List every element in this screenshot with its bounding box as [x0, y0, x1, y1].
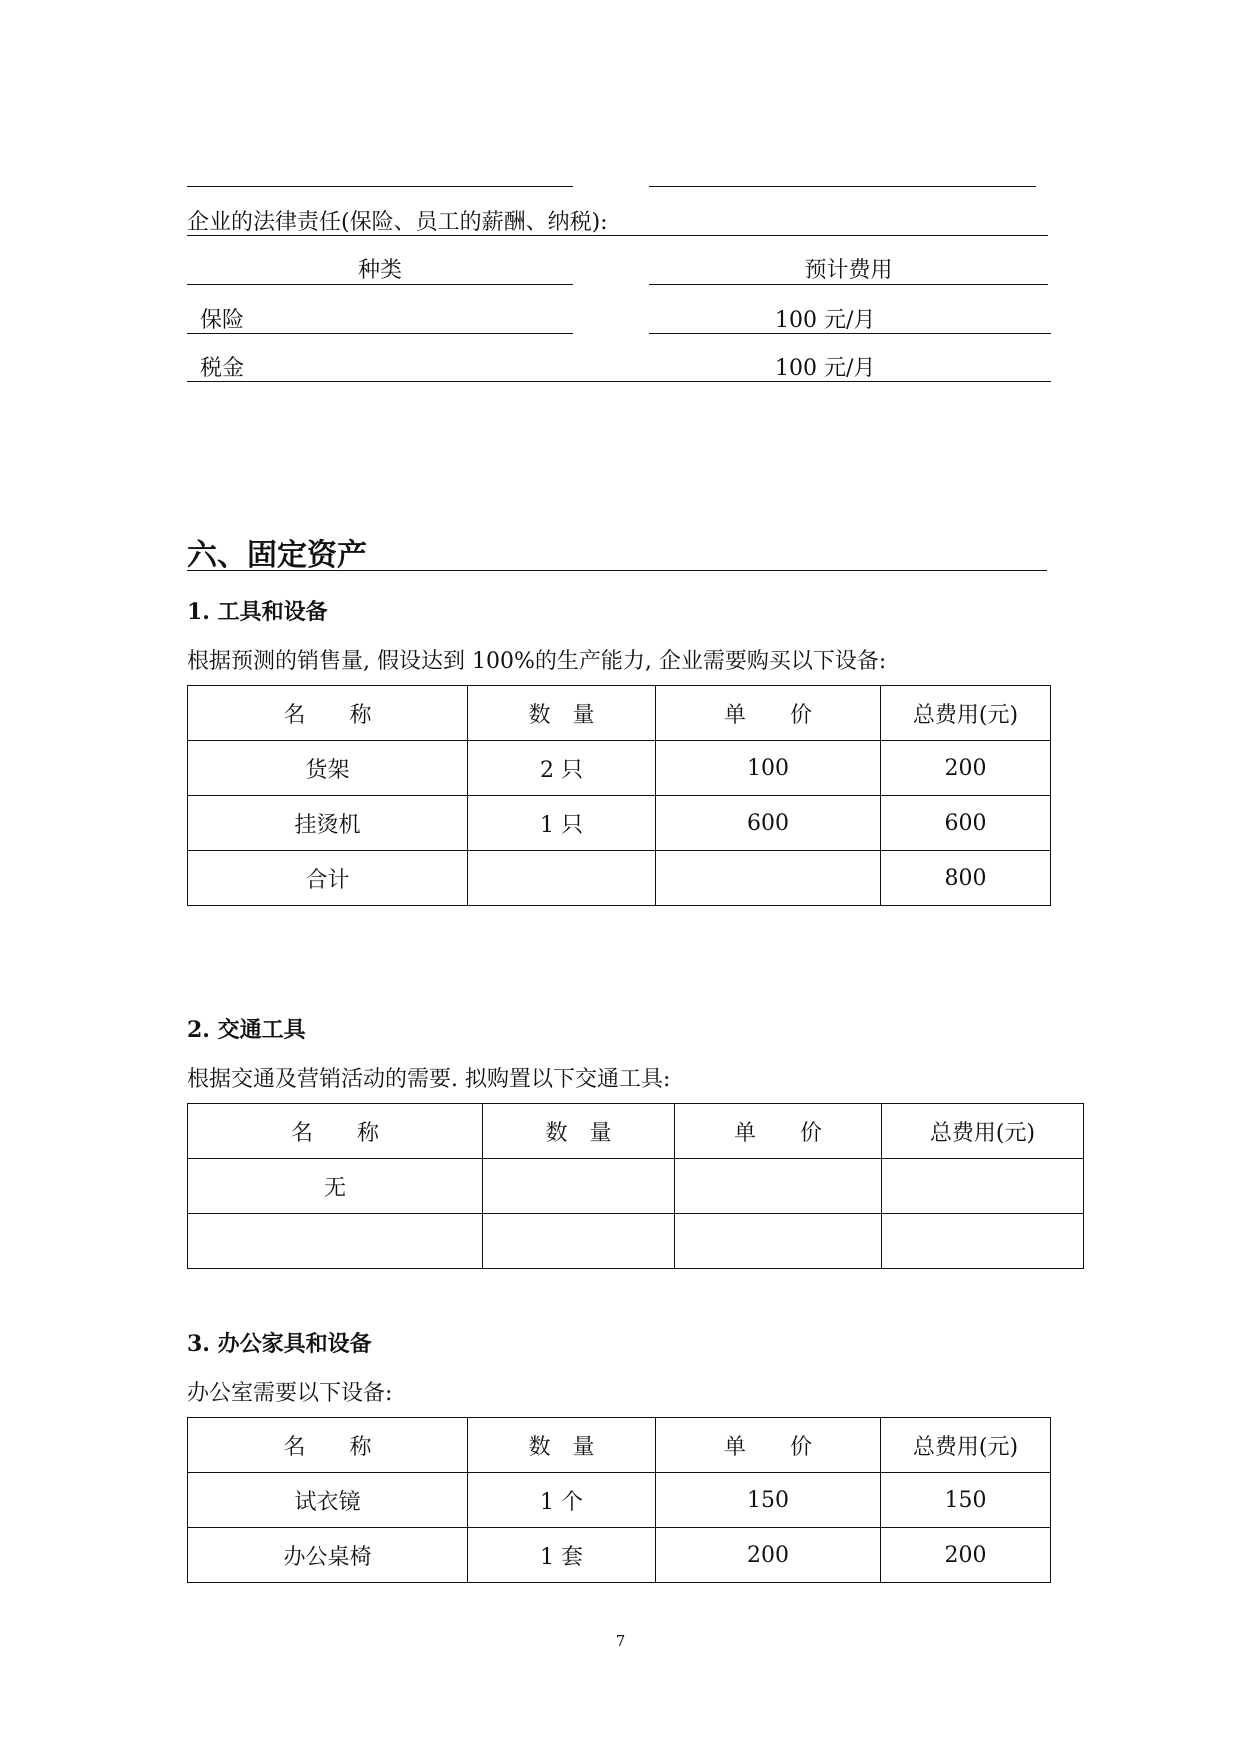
header-cell: 总费用(元) — [882, 1104, 1084, 1159]
legal-col-type: 种类 — [357, 258, 402, 283]
header-cell: 数 量 — [468, 686, 656, 741]
table-cell: 1 套 — [468, 1528, 656, 1583]
legal-row-cost: 100 元/月 — [775, 356, 876, 381]
table-cell — [483, 1214, 675, 1269]
tools-table — [187, 685, 1051, 906]
top-rule-right — [649, 186, 1036, 187]
legal-row-type: 税金 — [200, 356, 245, 381]
top-rule-left — [187, 186, 573, 187]
legal-row1-rule-right — [649, 333, 1051, 334]
table-cell: 150 — [881, 1473, 1051, 1528]
office-heading: 3. 办公家具和设备 — [187, 1331, 372, 1357]
section-title: 六、固定资产 — [187, 538, 367, 573]
transport-heading: 2. 交通工具 — [187, 1017, 306, 1043]
legal-row2-rule — [187, 381, 1051, 382]
table-header-row — [188, 1104, 1084, 1159]
table-cell — [656, 851, 881, 906]
table-cell: 1 只 — [468, 796, 656, 851]
table-cell — [675, 1214, 882, 1269]
table-cell — [882, 1159, 1084, 1214]
table-header-row — [188, 1418, 1051, 1473]
table-row — [188, 1159, 1084, 1214]
transport-intro: 根据交通及营销活动的需要. 拟购置以下交通工具: — [187, 1067, 671, 1092]
legal-header-rule-right — [649, 284, 1048, 285]
office-intro: 办公室需要以下设备: — [187, 1381, 393, 1406]
transport-table — [187, 1103, 1084, 1269]
table-cell: 无 — [188, 1159, 483, 1214]
table-cell: 200 — [656, 1528, 881, 1583]
table-cell: 200 — [881, 741, 1051, 796]
header-cell: 数 量 — [483, 1104, 675, 1159]
table-cell: 办公桌椅 — [188, 1528, 468, 1583]
table-cell: 试衣镜 — [188, 1473, 468, 1528]
header-cell: 单 价 — [656, 1418, 881, 1473]
table-cell — [188, 1214, 483, 1269]
legal-title: 企业的法律责任(保险、员工的薪酬、纳税): — [187, 210, 608, 235]
header-cell: 数 量 — [468, 1418, 656, 1473]
legal-col-cost: 预计费用 — [804, 258, 893, 283]
table-cell: 200 — [881, 1528, 1051, 1583]
header-cell: 单 价 — [675, 1104, 882, 1159]
header-cell: 名 称 — [188, 686, 468, 741]
section-title-rule — [187, 570, 1047, 571]
table-cell: 货架 — [188, 741, 468, 796]
table-row — [188, 741, 1051, 796]
tools-intro: 根据预测的销售量, 假设达到 100%的生产能力, 企业需要购买以下设备: — [187, 649, 887, 674]
table-cell: 800 — [881, 851, 1051, 906]
table-cell — [882, 1214, 1084, 1269]
table-cell: 挂烫机 — [188, 796, 468, 851]
table-cell: 2 只 — [468, 741, 656, 796]
table-row — [188, 1214, 1084, 1269]
header-cell: 名 称 — [188, 1104, 483, 1159]
table-row — [188, 1528, 1051, 1583]
legal-row1-rule-left — [187, 333, 573, 334]
table-cell: 600 — [656, 796, 881, 851]
table-cell: 600 — [881, 796, 1051, 851]
office-table — [187, 1417, 1051, 1583]
table-cell: 1 个 — [468, 1473, 656, 1528]
table-row — [188, 796, 1051, 851]
tools-heading: 1. 工具和设备 — [187, 599, 328, 625]
table-cell: 100 — [656, 741, 881, 796]
legal-row-cost: 100 元/月 — [775, 308, 876, 333]
legal-header-rule-left — [187, 284, 573, 285]
table-cell — [675, 1159, 882, 1214]
table-cell — [483, 1159, 675, 1214]
table-cell — [468, 851, 656, 906]
table-row — [188, 1473, 1051, 1528]
header-cell: 名 称 — [188, 1418, 468, 1473]
table-row — [188, 851, 1051, 906]
legal-title-rule — [187, 235, 1048, 236]
header-cell: 单 价 — [656, 686, 881, 741]
page-number: 7 — [615, 1632, 626, 1650]
legal-row-type: 保险 — [200, 308, 245, 333]
table-cell: 合计 — [188, 851, 468, 906]
header-cell: 总费用(元) — [881, 686, 1051, 741]
table-header-row — [188, 686, 1051, 741]
table-cell: 150 — [656, 1473, 881, 1528]
header-cell: 总费用(元) — [881, 1418, 1051, 1473]
